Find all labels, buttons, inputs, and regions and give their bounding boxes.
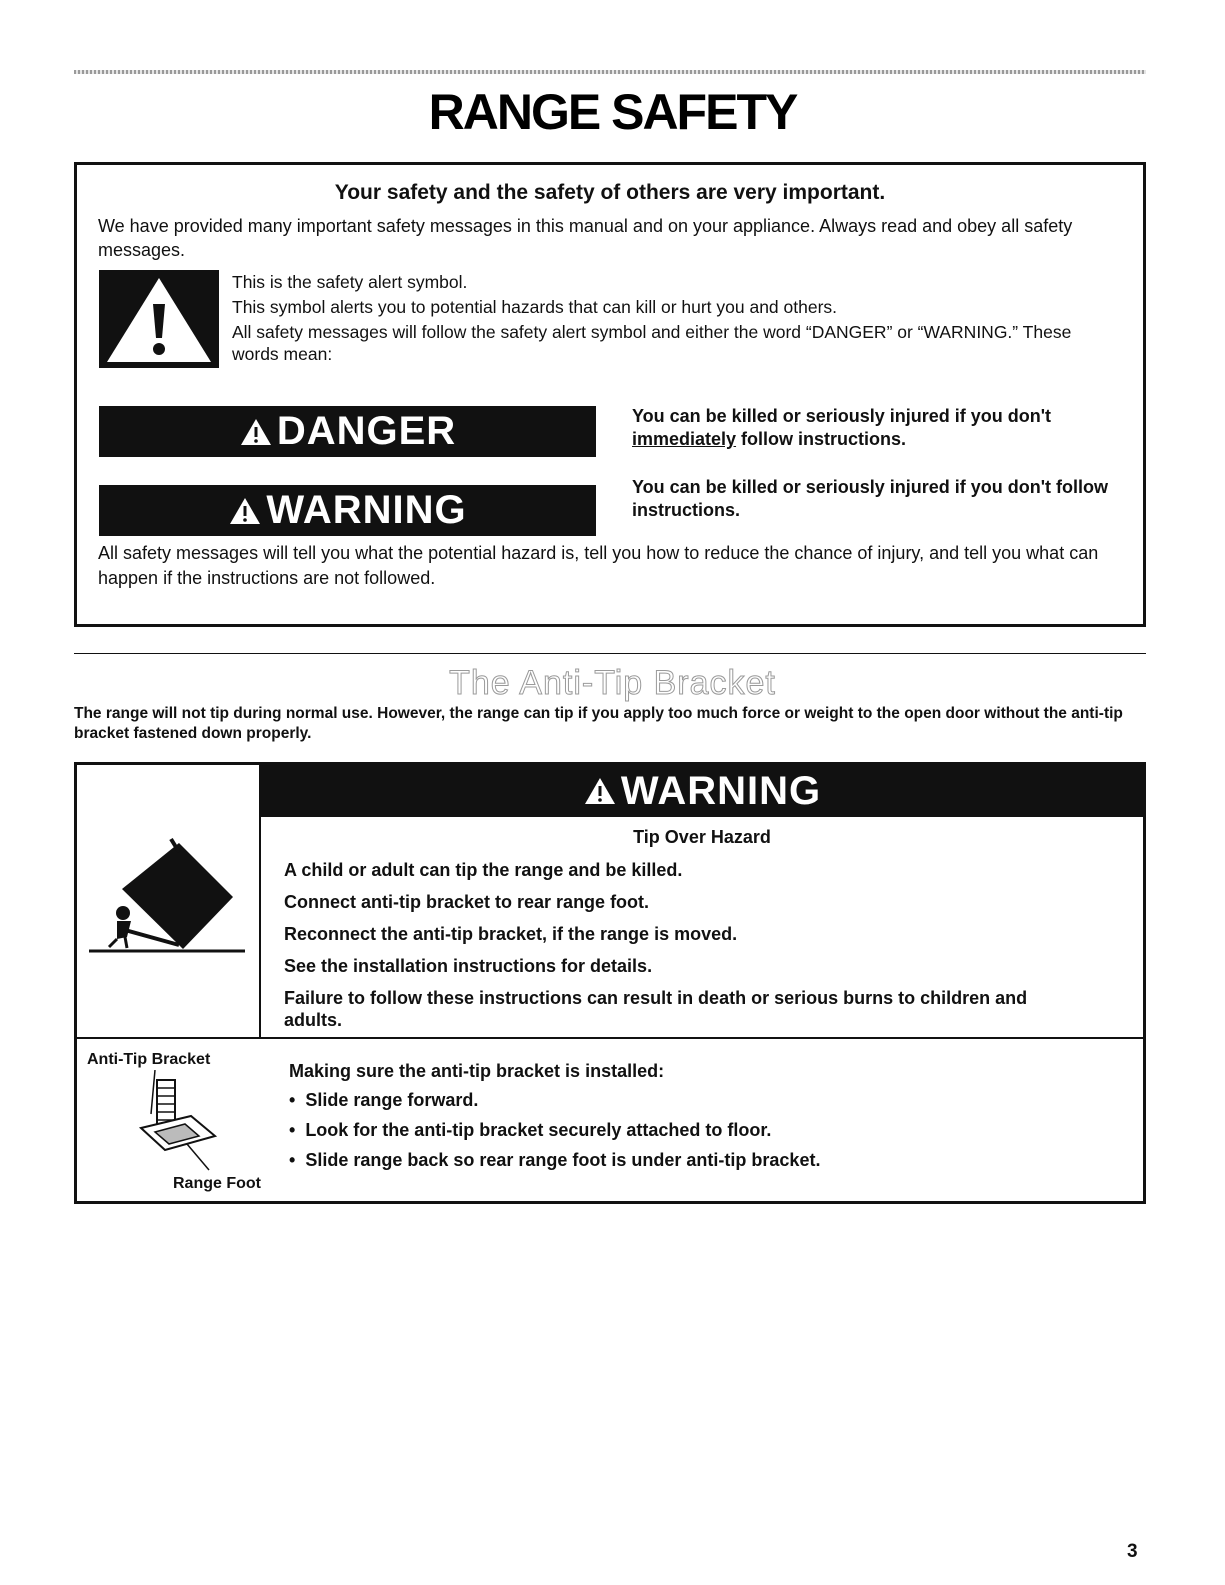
alert-symbol-explanation	[232, 271, 1112, 368]
list-item: • Slide range back so rear range foot is under anti-tip bracket.	[289, 1149, 820, 1171]
hazard-name: Tip Over Hazard	[633, 827, 771, 847]
list-item: • Slide range forward.	[289, 1089, 820, 1111]
safety-message-box	[74, 162, 1146, 627]
tip-over-warning-box	[74, 762, 1146, 1204]
safety-closing-text: All safety messages will tell you what the potential hazard is, tell you how to reduce the chance of injury, and tell you what can happen if the instructions are not followed.	[98, 543, 1099, 588]
tip-warning-label: WARNING	[620, 768, 822, 813]
safety-heading: Your safety and the safety of others are very important.	[334, 181, 886, 204]
danger-signal-bar	[99, 406, 596, 457]
alert-line: This is the safety alert symbol.	[232, 272, 468, 292]
danger-desc-end: follow instructions.	[736, 429, 907, 449]
hazard-instructions	[284, 859, 1084, 1041]
danger-desc-start: You can be killed or seriously injured if you don't	[632, 406, 1052, 426]
check-list	[289, 1089, 820, 1179]
safety-alert-symbol-icon	[99, 270, 219, 368]
anti-tip-bracket-label: Anti-Tip Bracket	[87, 1051, 211, 1068]
warning-label: WARNING	[266, 488, 467, 532]
hazard-line: Connect anti-tip bracket to rear range foot.	[284, 892, 650, 912]
anti-tip-intro: The range will not tip during normal use. However, the range can tip if you apply too much force or weight to the open door without the anti-tip bracket fastened down properly.	[74, 705, 1123, 742]
warning-description: You can be killed or seriously injured if you don't follow instructions.	[632, 477, 1108, 520]
section-divider	[74, 653, 1146, 654]
hazard-line: Failure to follow these instructions can result in death or serious burns to children and adults.	[284, 988, 1028, 1030]
check-heading: Making sure the anti-tip bracket is installed:	[289, 1061, 665, 1081]
anti-tip-bracket-illustration-icon	[127, 1070, 247, 1174]
safety-intro-text: We have provided many important safety messages in this manual and on your appliance. Always read and obey all safety messages.	[98, 216, 1073, 260]
section-title: The Anti-Tip Bracket	[449, 664, 776, 702]
hazard-line: A child or adult can tip the range and be killed.	[284, 860, 683, 880]
hazard-line: See the installation instructions for details.	[284, 956, 653, 976]
page-number: 3	[1127, 1541, 1138, 1562]
range-foot-label: Range Foot	[173, 1175, 261, 1192]
tip-over-warning-bar	[261, 765, 1143, 817]
warning-triangle-icon	[239, 417, 273, 447]
list-item: • Look for the anti-tip bracket securely attached to floor.	[289, 1119, 820, 1141]
warning-triangle-icon	[228, 496, 262, 526]
page-title: RANGE SAFETY	[428, 84, 797, 140]
range-tipping-illustration-icon	[87, 825, 251, 955]
danger-description	[632, 405, 1122, 451]
danger-desc-underlined: immediately	[632, 429, 737, 449]
warning-box-divider	[77, 1037, 1143, 1039]
hazard-line: Reconnect the anti-tip bracket, if the range is moved.	[284, 924, 738, 944]
danger-label: DANGER	[276, 409, 457, 453]
warning-signal-bar	[99, 485, 596, 536]
tip-illustration-panel	[77, 765, 261, 1039]
warning-triangle-icon	[583, 776, 617, 806]
alert-line: This symbol alerts you to potential hazards that can kill or hurt you and others.	[232, 297, 838, 317]
alert-line: All safety messages will follow the safety alert symbol and either the word “DANGER” or “WARNING.” These words mean:	[232, 322, 1072, 364]
top-decorative-rule	[74, 70, 1146, 74]
